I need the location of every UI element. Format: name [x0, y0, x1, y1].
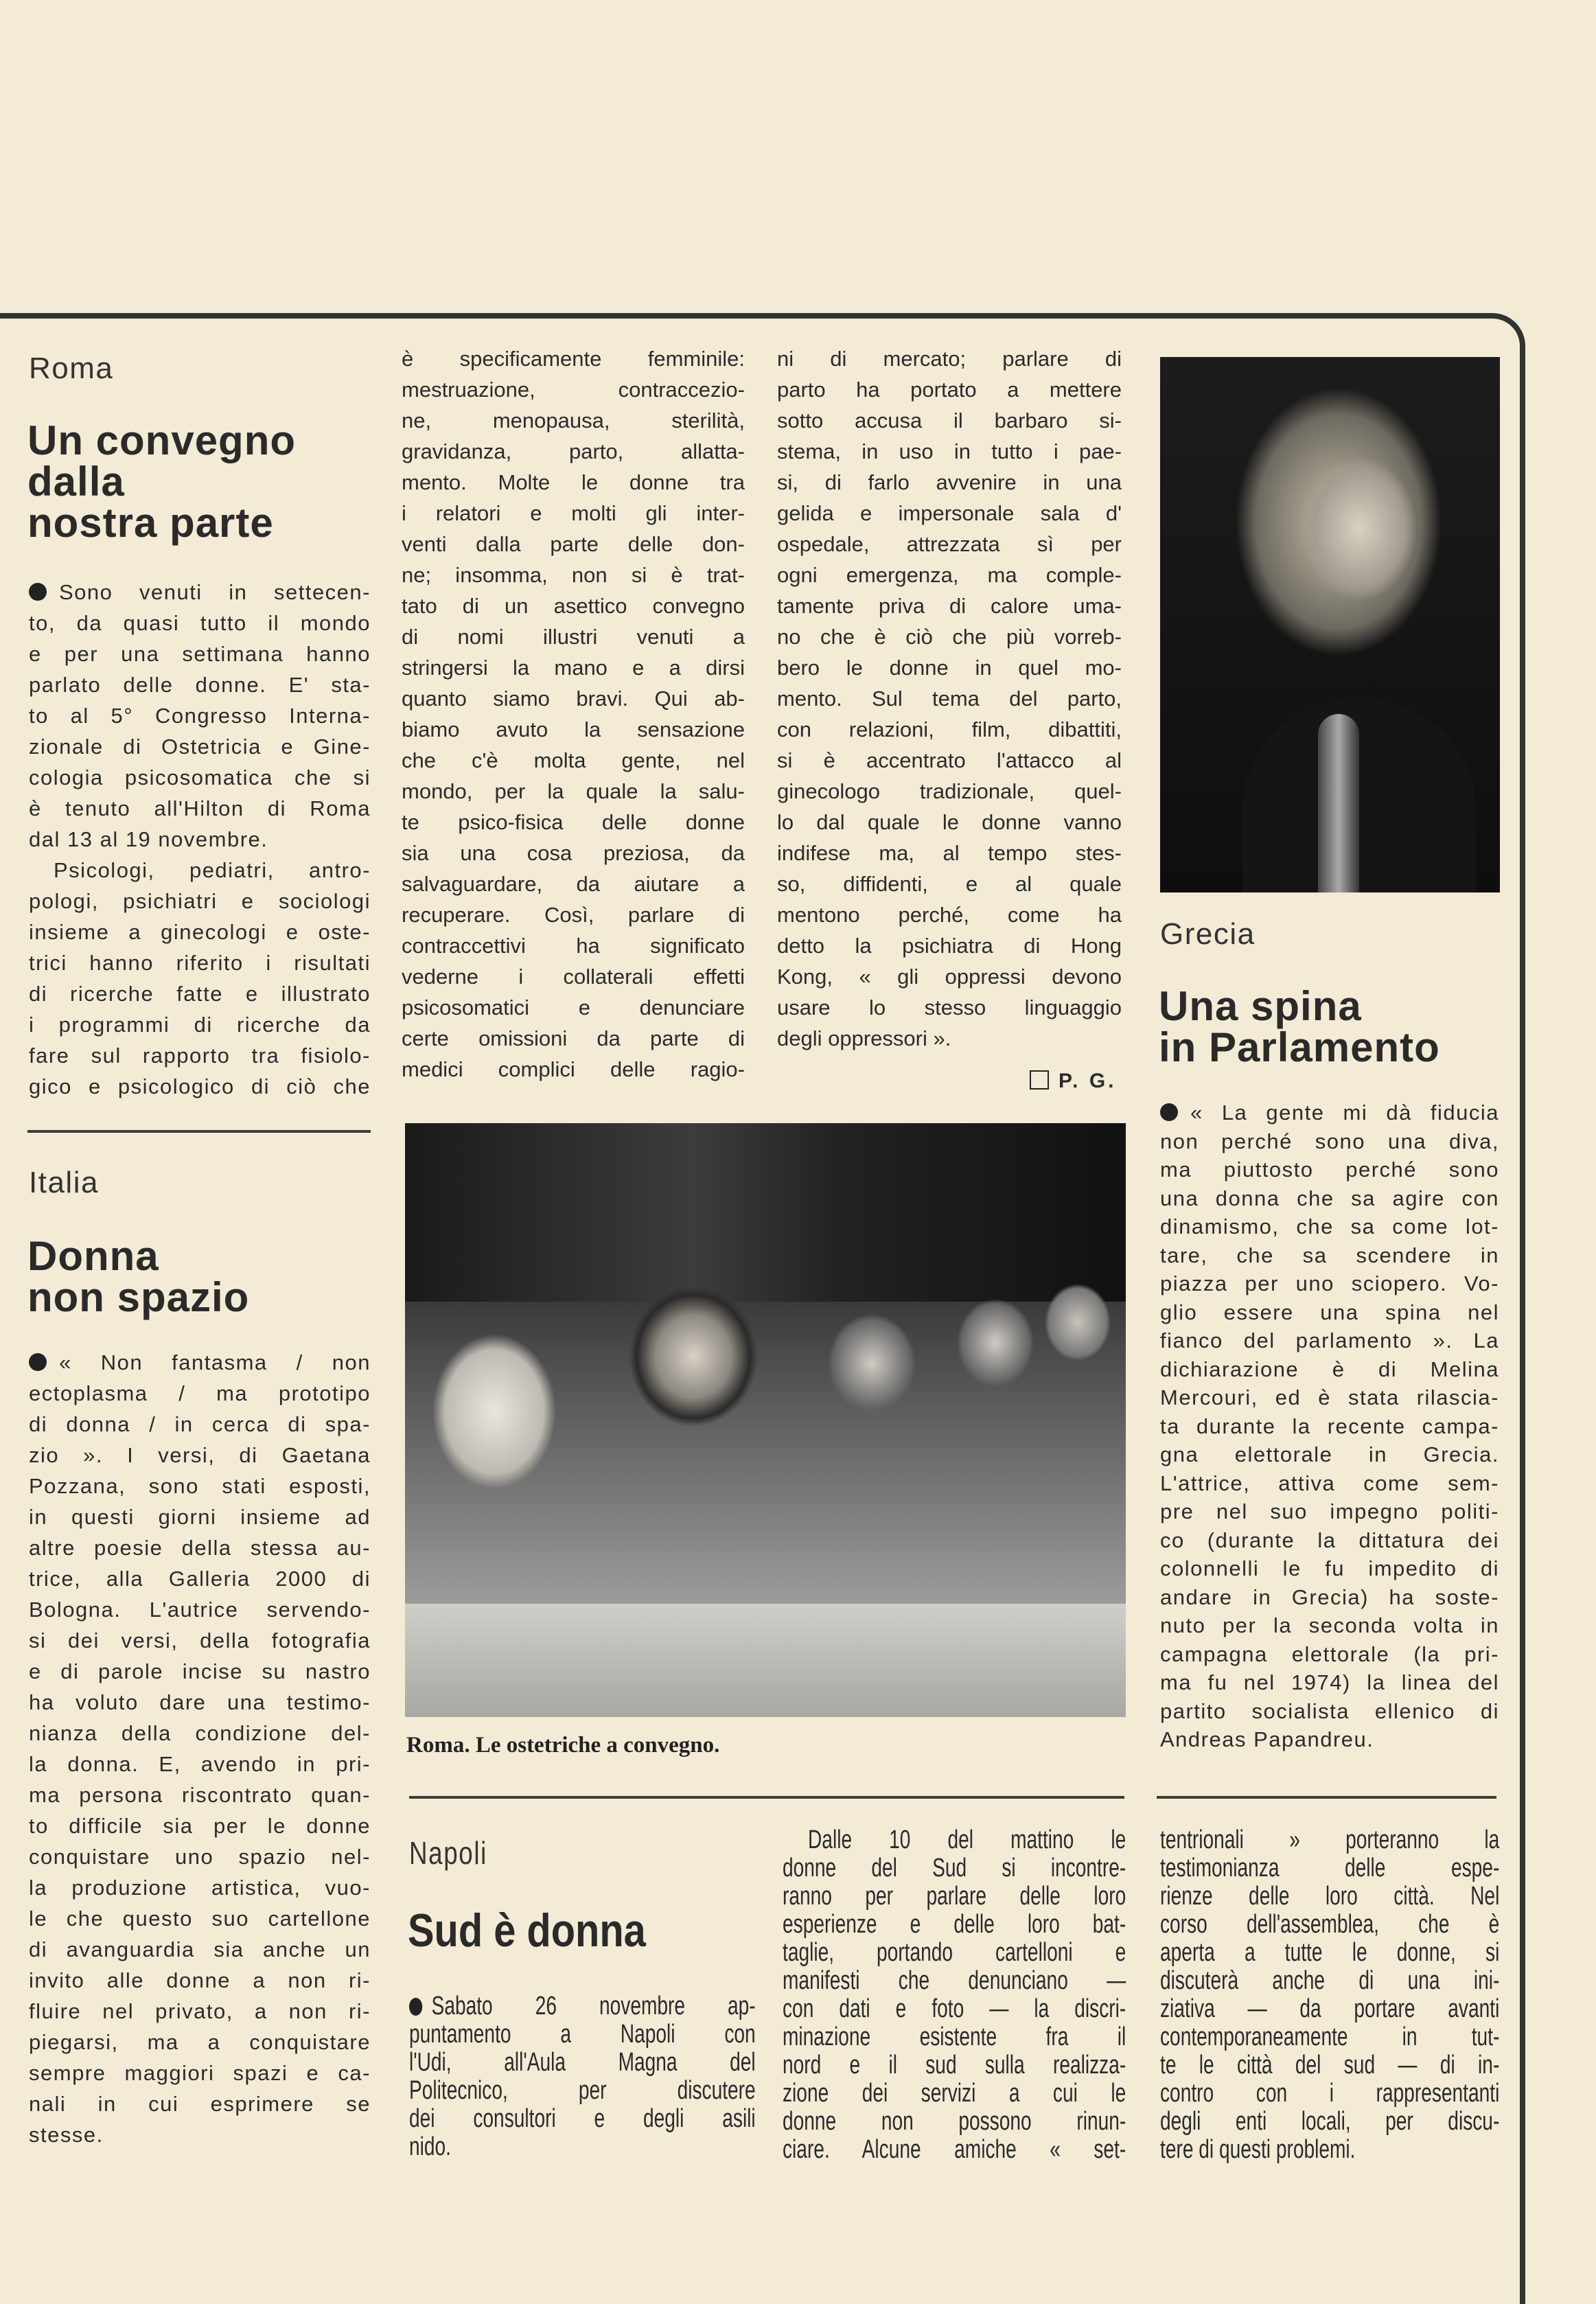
- text-line: i relatori e molti gli inter-: [402, 501, 745, 525]
- text-line: fare sul rapporto tra fisiolo-: [29, 1044, 371, 1068]
- text-line: ta durante la recente campa-: [1160, 1414, 1499, 1438]
- text-line: partito socialista ellenico di: [1160, 1698, 1499, 1723]
- text-line: « Non fantasma / non: [29, 1347, 371, 1378]
- article-column: [1160, 1098, 1499, 1754]
- text-line: andare in Grecia) ha soste-: [1160, 1585, 1499, 1609]
- text-line: bero le donne in quel mo-: [777, 656, 1122, 680]
- text-line: « La gente mi dà fiducia: [1160, 1098, 1499, 1127]
- text-line: si è accentrato l'attacco al: [777, 748, 1122, 772]
- photo-caption: Roma. Le ostetriche a convegno.: [406, 1733, 720, 1758]
- headline-line: non spazio: [27, 1274, 250, 1320]
- text-line: to al 5° Congresso Interna-: [29, 704, 371, 728]
- text-line: di donna / in cerca di spa-: [29, 1412, 371, 1436]
- text-line: è specificamente femminile:: [402, 347, 745, 371]
- text-line: co (durante la dittatura dei: [1160, 1528, 1499, 1552]
- text-line: dei consultori e degli asili: [409, 2104, 756, 2133]
- text-line: con dati e foto — la discri-: [783, 1994, 1126, 2023]
- text-line: manifesti che denunciano —: [783, 1966, 1126, 1995]
- headline-italia: [27, 1233, 250, 1320]
- text-line: no che è ciò che più vorreb-: [777, 625, 1122, 649]
- text-line: detto la psichiatra di Hong: [777, 934, 1122, 958]
- text-line: tare, che sa scendere in: [1160, 1243, 1499, 1267]
- text-line: mestruazione, contraccezio-: [402, 378, 745, 402]
- text-line: in questi giorni insieme ad: [29, 1505, 371, 1529]
- text-line: sempre maggiori spazi e ca-: [29, 2061, 371, 2085]
- text-line: nord e il sud sulla realizza-: [783, 2051, 1126, 2080]
- text-line: ginecologo tradizionale, quel-: [777, 779, 1122, 803]
- text-line: sia una cosa preziosa, da: [402, 841, 745, 865]
- photo-figure-shoulders: [1242, 700, 1476, 892]
- text-line: tamente priva di calore uma-: [777, 594, 1122, 618]
- text-line: ranno per parlare delle loro: [783, 1882, 1126, 1911]
- text-line: Mercouri, ed è stata rilascia-: [1160, 1385, 1499, 1409]
- text-line: si dei versi, della fotografia: [29, 1628, 371, 1652]
- text-line: discuterà anche di una ini-: [1160, 1966, 1500, 1995]
- text-line: che c'è molta gente, nel: [402, 748, 745, 772]
- text-line: glio essere una spina nel: [1160, 1300, 1499, 1324]
- bullet-icon: [29, 583, 47, 601]
- photo-midwives-conference: [405, 1123, 1126, 1717]
- text-line: indifese ma, al tempo stes-: [777, 841, 1122, 865]
- text-line: to difficile sia per le donne: [29, 1814, 371, 1838]
- text-line: venti dalla parte delle don-: [402, 532, 745, 556]
- text-line: medici complici delle ragio-: [402, 1057, 745, 1081]
- article-column: [777, 343, 1122, 1054]
- photo-melina-mercouri: [1160, 357, 1500, 892]
- text-line: con relazioni, film, dibattiti,: [777, 717, 1122, 741]
- text-line: colonnelli le fu impedito di: [1160, 1556, 1499, 1580]
- text-line: Psicologi, pediatri, antro-: [54, 858, 371, 882]
- text-line: dal 13 al 19 novembre.: [29, 827, 268, 851]
- text-line: ogni emergenza, ma comple-: [777, 563, 1122, 587]
- text-line: Politecnico, per discutere: [409, 2076, 756, 2105]
- text-line: degli oppressori ».: [777, 1026, 951, 1050]
- text-line: mondo, per la quale la salu-: [402, 779, 745, 803]
- text-line: lo dal quale le donne vanno: [777, 810, 1122, 834]
- text-line: ziativa — da portare avanti: [1160, 1994, 1500, 2023]
- text-line: psicosomatici e denunciare: [402, 995, 745, 1019]
- text-line: taglie, portando cartelloni e: [783, 1938, 1126, 1967]
- text-line: fluire nel privato, a non ri-: [29, 1999, 371, 2023]
- text-line: contemporaneamente in tut-: [1160, 2023, 1500, 2051]
- text-line: zione dei servizi a cui le: [783, 2079, 1126, 2108]
- text-line: certe omissioni da parte di: [402, 1026, 745, 1050]
- text-line: biamo avuto la sensazione: [402, 717, 745, 741]
- text-line: tato di un asettico convegno: [402, 594, 745, 618]
- headline-line: nostra parte: [27, 500, 274, 546]
- text-line: l'Udi, all'Aula Magna del: [409, 2048, 756, 2077]
- text-line: e di parole incise su nastro: [29, 1659, 371, 1683]
- text-line: Andreas Papandreu.: [1160, 1727, 1374, 1751]
- text-line: tentrionali » porteranno la: [1160, 1825, 1500, 1854]
- author-signature: [1030, 1070, 1116, 1093]
- text-line: minazione esistente fra il: [783, 2023, 1126, 2051]
- headline-line: in Parlamento: [1159, 1024, 1440, 1070]
- text-line: puntamento a Napoli con: [409, 2020, 756, 2049]
- text-line: sotto accusa il barbaro si-: [777, 408, 1122, 433]
- text-line: donne del Sud si incontre-: [783, 1854, 1126, 1882]
- headline-line: dalla: [27, 459, 125, 505]
- text-line: mento. Molte le donne tra: [402, 470, 745, 494]
- text-line: pologi, psichiatri e sociologi: [29, 889, 371, 913]
- section-location-napoli: Napoli: [409, 1835, 487, 1871]
- section-location-italia: Italia: [29, 1166, 99, 1199]
- text-line: ectoplasma / ma prototipo: [29, 1381, 371, 1405]
- section-divider: [27, 1130, 371, 1133]
- text-line: si, di farlo avvenire in una: [777, 470, 1122, 494]
- text-line: di nomi illustri venuti a: [402, 625, 745, 649]
- headline-line: Sud è donna: [408, 1904, 646, 1957]
- text-line: degli enti locali, per discu-: [1160, 2107, 1500, 2136]
- text-line: Sono venuti in settecen-: [29, 577, 371, 608]
- text-line: altre poesie della stessa au-: [29, 1536, 371, 1560]
- text-line: Pozzana, sono stati esposti,: [29, 1474, 371, 1498]
- text-line: Dalle 10 del mattino le: [808, 1825, 1126, 1854]
- text-line: piazza per uno sciopero. Vo-: [1160, 1271, 1499, 1295]
- text-line: la donna. E, avendo in pri-: [29, 1752, 371, 1776]
- photo-delegates-row: [789, 1260, 1119, 1535]
- text-line: dinamismo, che sa come lot-: [1160, 1214, 1499, 1239]
- text-line: parlato delle donne. E' sta-: [29, 673, 371, 697]
- text-line: i programmi di ricerche da: [29, 1013, 371, 1037]
- text-line: stringersi la mano e a dirsi: [402, 656, 745, 680]
- text-line: usare lo stesso linguaggio: [777, 995, 1122, 1019]
- headline-napoli: [408, 1904, 646, 1957]
- photo-woman-headphones: [590, 1240, 796, 1597]
- text-line: di ricerche fatte e illustrato: [29, 982, 371, 1006]
- text-line: non perché sono una diva,: [1160, 1129, 1499, 1153]
- text-line: nido.: [409, 2132, 451, 2161]
- text-line: cologia psicosomatica che si: [29, 765, 371, 790]
- microphone-shape: [1318, 714, 1359, 892]
- text-line: ma piuttosto perché sono: [1160, 1157, 1499, 1182]
- text-line: Sabato 26 novembre ap-: [409, 1992, 756, 2020]
- text-line: corso dell'assemblea, che è: [1160, 1910, 1500, 1939]
- headline-line: Donna: [27, 1233, 159, 1279]
- text-line: mentono perché, come ha: [777, 903, 1122, 927]
- section-divider: [1157, 1796, 1496, 1799]
- text-line: gico e psicologico di ciò che: [29, 1074, 371, 1098]
- text-line: quanto siamo bravi. Qui ab-: [402, 687, 745, 711]
- text-line: te psico-fisica delle donne: [402, 810, 745, 834]
- text-line: la produzione artistica, vuo-: [29, 1876, 371, 1900]
- text-line: conquistare uno spazio nel-: [29, 1845, 371, 1869]
- text-line: rienze delle loro città. Nel: [1160, 1882, 1500, 1911]
- headline-line: Un convegno: [27, 417, 297, 463]
- text-line: di avanguardia sia anche un: [29, 1937, 371, 1961]
- text-line: gravidanza, parto, allatta-: [402, 439, 745, 463]
- text-line: pre nel suo impegno politi-: [1160, 1499, 1499, 1523]
- text-line: e per una settimana hanno: [29, 642, 371, 666]
- article-column: [29, 577, 371, 1102]
- text-line: zio ». I versi, di Gaetana: [29, 1443, 371, 1467]
- text-line: gna elettorale in Grecia.: [1160, 1442, 1499, 1466]
- text-line: insieme a ginecologi e oste-: [29, 920, 371, 944]
- text-line: invito alle donne a non ri-: [29, 1968, 371, 1992]
- article-column: [29, 1347, 371, 2150]
- text-line: nuto per la seconda volta in: [1160, 1613, 1499, 1637]
- article-column: [409, 1992, 756, 2161]
- text-line: so, diffidenti, e al quale: [777, 872, 1122, 896]
- text-line: vederne i collaterali effetti: [402, 965, 745, 989]
- text-line: zionale di Ostetricia e Gine-: [29, 735, 371, 759]
- text-line: trice, alla Galleria 2000 di: [29, 1567, 371, 1591]
- text-line: tere di questi problemi.: [1160, 2135, 1356, 2164]
- text-line: esperienze e delle loro bat-: [783, 1910, 1126, 1939]
- text-line: campagna elettorale (la pri-: [1160, 1641, 1499, 1666]
- text-line: ospedale, attrezzata sì per: [777, 532, 1122, 556]
- text-line: to, da quasi tutto il mondo: [29, 611, 371, 635]
- bullet-icon: [409, 1998, 422, 2016]
- photo-conference-table: [405, 1604, 1126, 1717]
- text-line: una donna che sa agire con: [1160, 1186, 1499, 1210]
- text-line: nianza della condizione del-: [29, 1721, 371, 1745]
- text-line: dichiarazione è di Melina: [1160, 1357, 1499, 1381]
- signature-text: P. G.: [1059, 1070, 1117, 1092]
- text-line: te le città del sud — di in-: [1160, 2051, 1500, 2080]
- text-line: Bologna. L'autrice servendo-: [29, 1598, 371, 1622]
- text-line: nali in cui esprimere se: [29, 2092, 371, 2116]
- text-line: salvaguardare, da aiutare a: [402, 872, 745, 896]
- section-location-grecia: Grecia: [1160, 917, 1256, 951]
- text-line: testimonianza delle espe-: [1160, 1854, 1500, 1882]
- text-line: è tenuto all'Hilton di Roma: [29, 796, 371, 820]
- text-line: stema, in uso in tutto i pae-: [777, 439, 1122, 463]
- text-line: ha voluto dare una testimo-: [29, 1690, 371, 1714]
- section-divider: [409, 1796, 1124, 1799]
- text-line: ciare. Alcune amiche « set-: [783, 2135, 1126, 2164]
- text-line: contraccettivi ha significato: [402, 934, 745, 958]
- text-line: parto ha portato a mettere: [777, 378, 1122, 402]
- text-line: ma fu nel 1974) la linea del: [1160, 1670, 1499, 1694]
- text-line: Kong, « gli oppressi devono: [777, 965, 1122, 989]
- text-line: recuperare. Così, parlare di: [402, 903, 745, 927]
- bullet-icon: [1160, 1103, 1178, 1121]
- text-line: donne non possono rinun-: [783, 2107, 1126, 2136]
- headline-line: Una spina: [1159, 983, 1362, 1029]
- text-line: L'attrice, attiva come sem-: [1160, 1471, 1499, 1495]
- text-line: le che questo suo cartellone: [29, 1906, 371, 1931]
- article-column: [402, 343, 745, 1085]
- bullet-icon: [29, 1353, 47, 1371]
- text-line: ni di mercato; parlare di: [777, 347, 1122, 371]
- headline-roma: [27, 417, 297, 546]
- text-line: trici hanno riferito i risultati: [29, 951, 371, 975]
- text-line: stesse.: [29, 2123, 104, 2147]
- text-line: contro con i rappresentanti: [1160, 2079, 1500, 2108]
- text-line: gelida e impersonale sala d': [777, 501, 1122, 525]
- text-line: ne; insomma, non si è trat-: [402, 563, 745, 587]
- text-line: ma persona riscontrato quan-: [29, 1783, 371, 1807]
- article-column: [1160, 1826, 1499, 2164]
- text-line: fianco del parlamento ». La: [1160, 1328, 1499, 1352]
- article-column: [783, 1826, 1126, 2164]
- end-mark-icon: [1030, 1070, 1049, 1090]
- text-line: aperta a tutte le donne, si: [1160, 1938, 1500, 1967]
- section-location-roma: Roma: [29, 352, 114, 385]
- headline-grecia: [1159, 983, 1440, 1070]
- text-line: piegarsi, ma a conquistare: [29, 2030, 371, 2054]
- text-line: mento. Sul tema del parto,: [777, 687, 1122, 711]
- text-line: ne, menopausa, sterilità,: [402, 408, 745, 433]
